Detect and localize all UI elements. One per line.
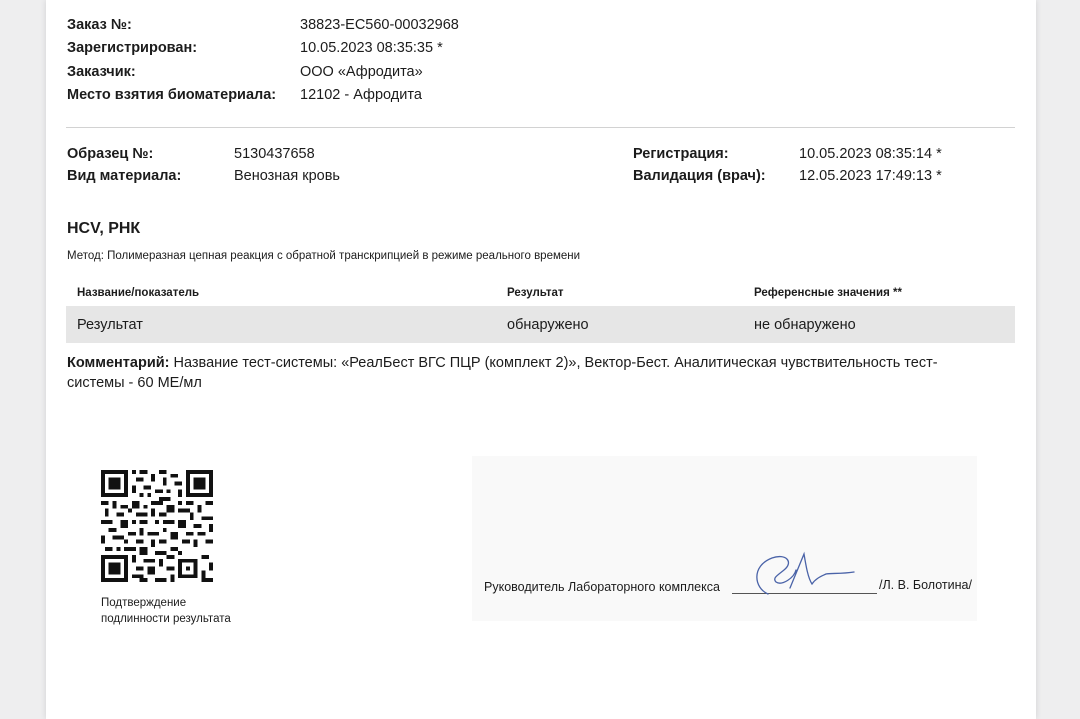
- row-name-cell: Результат: [77, 317, 143, 333]
- signatory-name: /Л. В. Болотина/: [879, 578, 972, 592]
- qr-code-icon: [101, 470, 213, 582]
- sampling-place-value: 12102 - Афродита: [300, 87, 422, 103]
- comment-label: Комментарий:: [67, 355, 170, 371]
- validation-value: 12.05.2023 17:49:13 *: [799, 168, 942, 184]
- registered-label: Зарегистрирован:: [67, 40, 198, 56]
- comment-text: Название тест-системы: «РеалБест ВГС ПЦР (комплект 2)», Вектор-Бест. Аналитическая чувствительность тест-системы - 60 МЕ/мл: [67, 355, 938, 391]
- order-number-value: 38823-EC560-00032968: [300, 17, 459, 33]
- column-header-result: Результат: [507, 287, 564, 299]
- sampling-place-label: Место взятия биоматериала:: [67, 87, 277, 103]
- qr-caption-line1: Подтверждение: [101, 597, 187, 609]
- row-result-cell: обнаружено: [507, 317, 589, 333]
- sample-number-label: Образец №:: [67, 146, 154, 162]
- material-value: Венозная кровь: [234, 168, 340, 184]
- test-title: HCV, РНК: [67, 220, 141, 237]
- order-number-label: Заказ №:: [67, 17, 132, 33]
- test-method: Метод: Полимеразная цепная реакция с обратной транскрипцией в режиме реального времени: [67, 250, 581, 262]
- row-reference-cell: не обнаружено: [754, 317, 856, 333]
- customer-label: Заказчик:: [67, 64, 136, 80]
- result-document: [46, 0, 1036, 719]
- validation-label: Валидация (врач):: [633, 168, 766, 184]
- registration-label: Регистрация:: [633, 146, 729, 162]
- signature-area: [472, 456, 977, 621]
- column-header-name: Название/показатель: [77, 287, 200, 299]
- sample-number-value: 5130437658: [234, 146, 315, 162]
- signatory-position: Руководитель Лабораторного комплекса: [484, 580, 720, 594]
- registration-value: 10.05.2023 08:35:14 *: [799, 146, 942, 162]
- qr-caption-line2: подлинности результата: [101, 613, 231, 625]
- registered-value: 10.05.2023 08:35:35 *: [300, 40, 443, 56]
- qr-caption: [101, 595, 231, 627]
- handwritten-signature: [746, 548, 856, 598]
- column-header-reference: Референсные значения **: [754, 287, 902, 299]
- customer-value: ООО «Афродита»: [300, 64, 423, 80]
- material-label: Вид материала:: [67, 168, 182, 184]
- divider: [66, 127, 1015, 128]
- comment: [67, 353, 947, 393]
